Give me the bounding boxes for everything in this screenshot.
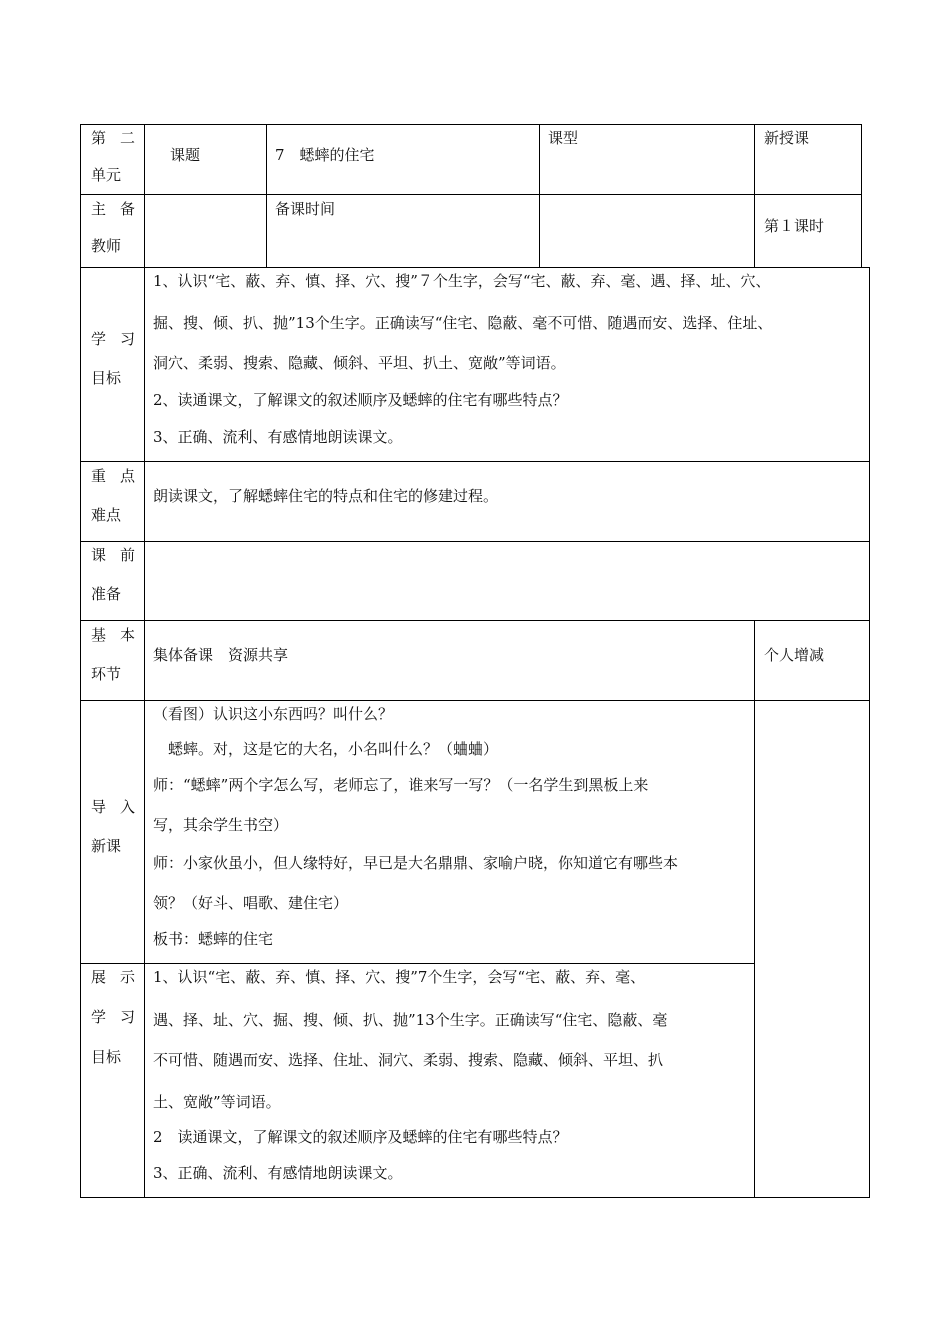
border <box>80 620 870 621</box>
intro-line: （看图）认识这小东西吗？叫什么？ <box>153 705 394 723</box>
border <box>869 267 870 1198</box>
border <box>80 1197 870 1198</box>
goals-line: 1、认识“宅、蔽、弃、慎、择、穴、搜”７个生字，会写“宅、蔽、弃、毫、遇、择、址、穴、 <box>153 272 771 290</box>
border <box>80 124 862 125</box>
show-goals-line: 3、正确、流利、有感情地朗读课文。 <box>153 1164 403 1182</box>
border <box>539 124 540 267</box>
border <box>266 124 267 267</box>
show-goals-line: 土、宽敞”等词语。 <box>153 1093 281 1111</box>
intro-line: 师：“蟋蟀”两个字怎么写，老师忘了，谁来写一写？（一名学生到黑板上来 <box>153 776 649 794</box>
border <box>80 541 870 542</box>
key-points-text: 朗读课文，了解蟋蟀住宅的特点和住宅的修建过程。 <box>153 487 499 505</box>
intro-line: 师：小家伙虽小，但人缘特好，早已是大名鼎鼎、家喻户晓，你知道它有哪些本 <box>153 854 679 872</box>
border <box>144 124 145 1198</box>
border <box>80 124 81 1198</box>
topic-label: 课题 <box>170 146 201 164</box>
intro-line: 蟋蟀。对，这是它的大名，小名叫什么？（蛐蛐） <box>153 740 499 758</box>
type-label: 课型 <box>548 129 579 147</box>
intro-line: 写，其余学生书空） <box>153 816 289 834</box>
goals-line: 洞穴、柔弱、搜索、隐藏、倾斜、平坦、扒土、宽敞”等词语。 <box>153 354 566 372</box>
topic-value: 7 蟋蟀的住宅 <box>275 146 375 164</box>
border <box>80 461 870 462</box>
show-goals-line: 2 读通课文，了解课文的叙述顺序及蟋蟀的住宅有哪些特点？ <box>153 1128 568 1146</box>
border <box>754 620 755 1198</box>
intro-label: 导 入 新课 <box>91 798 135 855</box>
intro-line: 领？（好斗、唱歌、建住宅） <box>153 894 349 912</box>
period-value: 第１课时 <box>764 217 825 235</box>
show-goals-label: 展 示 学 习 目标 <box>91 968 135 1066</box>
border <box>80 963 754 964</box>
goals-line: 掘、搜、倾、扒、抛”13个生字。正确读写“住宅、隐蔽、毫不可惜、随遇而安、选择、住址、 <box>153 314 773 332</box>
show-goals-line: 遇、择、址、穴、掘、搜、倾、扒、抛”13个生字。正确读写“住宅、隐蔽、毫 <box>153 1011 668 1029</box>
show-goals-line: 不可惜、随遇而安、选择、住址、洞穴、柔弱、搜索、隐藏、倾斜、平坦、扒 <box>153 1051 664 1069</box>
key-points-label: 重 点 难点 <box>91 467 135 524</box>
goals-label: 学 习 目标 <box>91 330 135 387</box>
border <box>80 267 870 268</box>
goals-line: 3、正确、流利、有感情地朗读课文。 <box>153 428 403 446</box>
intro-line: 板书：蟋蟀的住宅 <box>153 930 274 948</box>
unit-label: 第 二 单元 <box>91 129 135 184</box>
sections-label: 基 本 环节 <box>91 626 135 683</box>
type-value: 新授课 <box>764 129 810 147</box>
preparation-label: 课 前 准备 <box>91 546 135 603</box>
personal-header: 个人增减 <box>764 646 825 664</box>
goals-line: 2、读通课文，了解课文的叙述顺序及蟋蟀的住宅有哪些特点？ <box>153 391 568 409</box>
teacher-label: 主 备 教师 <box>91 200 135 255</box>
border <box>861 124 862 267</box>
border <box>80 700 870 701</box>
prep-time-label: 备课时间 <box>275 200 336 218</box>
show-goals-line: 1、认识“宅、蔽、弃、慎、择、穴、搜”7个生字，会写“宅、蔽、弃、毫、 <box>153 968 646 986</box>
collective-header: 集体备课 资源共享 <box>153 646 289 664</box>
border <box>754 124 755 267</box>
border <box>80 194 862 195</box>
